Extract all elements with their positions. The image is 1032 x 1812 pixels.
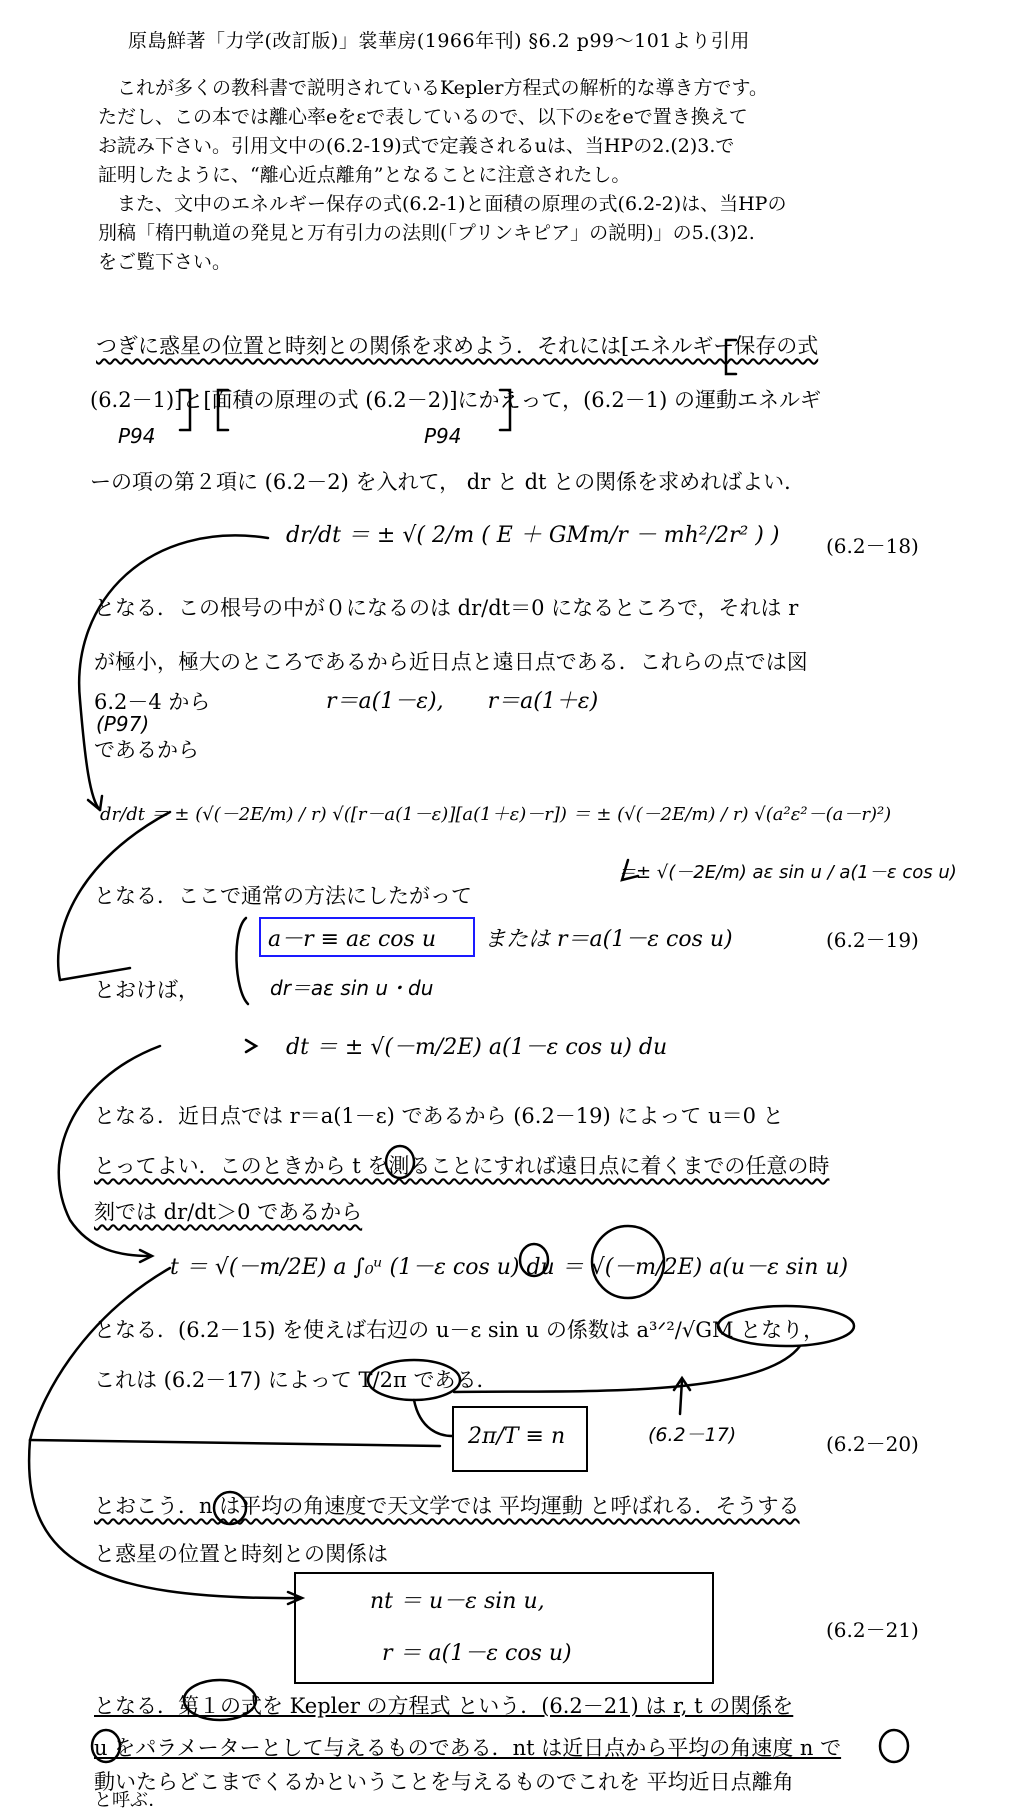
intro-line: これが多くの教科書で説明されているKepler方程式の解析的な導き方です。 <box>117 77 768 99</box>
scan-line: と呼ぶ． <box>94 1790 167 1811</box>
intro-line: 別稿「楕円軌道の発見と万有引力の法則(「プリンキピア」の説明)」の5.(3)2. <box>98 222 755 244</box>
curved-arrow <box>674 1378 690 1414</box>
intro-line: をご覧下さい。 <box>98 251 232 273</box>
equation-number: (6.2－20) <box>826 1432 919 1456</box>
equation-6-2-19-boxed: a－r ≡ aε cos u <box>268 927 436 952</box>
scan-line: 6.2－4 から <box>94 690 211 714</box>
handwritten-note: (6.2－17) <box>648 1424 737 1446</box>
circle-mark <box>880 1730 908 1762</box>
curved-arrow <box>59 1046 160 1256</box>
circle-mark <box>718 1306 854 1346</box>
scan-line: となる．ここで通常の方法にしたがって <box>94 884 472 908</box>
bracket-mark <box>236 918 248 1004</box>
equation-6-2-18: dr/dt ＝ ± √( 2/m ( E ＋ GMm/r － mh²/2r² ) ) <box>286 523 780 548</box>
equation-number: (6.2－18) <box>826 534 919 558</box>
source-caption: 原島鮮著「力学(改訂版)」裳華房(1966年刊) §6.2 p99～101より引用 <box>128 30 750 52</box>
intro-line: 証明したように、“離心近点離角”となることに注意されたし。 <box>98 164 631 186</box>
circle-mark <box>184 1680 256 1720</box>
equation-number: (6.2－19) <box>826 928 919 952</box>
handwritten-note: ＝± √(－2E/m) aε sin u / a(1－ε cos u) <box>618 862 957 883</box>
curved-arrow <box>30 1440 440 1446</box>
equation-number: (6.2－21) <box>826 1618 919 1642</box>
curved-arrow <box>414 1400 452 1436</box>
scan-line: (6.2－1)]と[面積の原理の式 (6.2－2)]にかえって，(6.2－1) の運動エネルギ <box>90 388 821 412</box>
handwritten-note: P94 <box>424 424 462 448</box>
scan-line: と惑星の位置と時刻との関係は <box>94 1542 388 1566</box>
scan-line: となる．近日点では r＝a(1－ε) であるから (6.2－19) によって u＝0 と <box>94 1104 784 1128</box>
scan-line: これは (6.2－17) によって T/2π である． <box>94 1368 498 1392</box>
equation-6-2-21-a: nt ＝ u－ε sin u, <box>370 1589 545 1614</box>
intro-line: お読み下さい。引用文中の(6.2-19)式で定義されるuは、当HPの2.(2)3.で <box>98 135 735 157</box>
arrow-mark <box>622 860 638 880</box>
circle-mark <box>92 1730 120 1762</box>
scan-line: であるから <box>94 738 199 762</box>
bracket-mark <box>218 390 228 430</box>
circle-mark <box>368 1360 460 1400</box>
equation-6-2-20: 2π/T ≡ n <box>468 1424 566 1449</box>
circle-mark <box>592 1226 664 1298</box>
curved-arrow <box>30 1268 170 1440</box>
scan-line: 刻では dr/dt＞0 であるから <box>94 1200 363 1224</box>
equation-dt: dt ＝ ± √(－m/2E) a(1－ε cos u) du <box>286 1035 668 1060</box>
handwritten-note: dr＝aε sin u・du <box>270 976 434 1000</box>
scan-line: が極小，極大のところであるから近日点と遠日点である．これらの点では図 <box>94 650 808 674</box>
circle-mark <box>214 1492 246 1524</box>
handwritten-note: P94 <box>118 424 156 448</box>
scan-line: となる．第１の式を Kepler の方程式 という．(6.2－21) は r, t の関係を <box>94 1694 794 1718</box>
scan-line: とおけば， <box>94 978 199 1002</box>
scan-line: 動いたらどこまでくるかということを与えるものでこれを 平均近日点離角 <box>94 1770 794 1794</box>
scan-line: u をパラメーターとして与えるものである．nt は近日点から平均の角速度 n で <box>94 1736 842 1760</box>
scan-line: とってよい．このときから t を測ることにすれば遠日点に着くまでの任意の時 <box>94 1154 830 1178</box>
circle-mark <box>386 1146 414 1178</box>
equation-t: t ＝ √(－m/2E) a ∫₀ᵘ (1－ε cos u) du ＝ √(－m/2E) a(u－ε sin u) <box>170 1255 849 1280</box>
equation-dr-dt: dr/dt ＝ ± (√(－2E/m) / r) √([r－a(1－ε)][a(1＋ε)－r]) ＝ ± (√(－2E/m) / r) √(a²ε²－(a－r)²) <box>100 804 892 825</box>
intro-line: また、文中のエネルギー保存の式(6.2-1)と面積の原理の式(6.2-2)は、当HPの <box>117 193 787 215</box>
scan-line: とおこう．n は平均の角速度で天文学では 平均運動 と呼ばれる．そうする <box>94 1494 800 1518</box>
equation-6-2-19: または r＝a(1－ε cos u) <box>484 927 733 952</box>
equation-6-2-21-b: r ＝ a(1－ε cos u) <box>382 1641 572 1666</box>
intro-line: ただし、この本では離心率eをεで表しているので、以下のεをeで置き換えて <box>98 106 748 128</box>
bracket-mark <box>726 340 736 374</box>
curved-arrow <box>29 1440 300 1598</box>
handwritten-note: (P97) <box>96 712 150 736</box>
equation-inline: r＝a(1－ε), r＝a(1＋ε) <box>326 689 599 714</box>
bracket-mark <box>180 390 190 430</box>
scan-line: となる．(6.2－15) を使えば右辺の u－ε sin u の係数は a³ᐟ²/√GM となり， <box>94 1318 825 1342</box>
scan-line: つぎに惑星の位置と時刻との関係を求めよう．それには[エネルギー保存の式 <box>96 334 819 358</box>
arrow-mark <box>246 1040 256 1052</box>
bracket-mark <box>500 390 510 430</box>
curved-arrow <box>79 535 268 810</box>
curved-arrow <box>454 1346 800 1392</box>
scan-line: となる．この根号の中が０になるのは dr/dt＝0 になるところで，それは r <box>94 596 799 620</box>
scan-line: ーの項の第２項に (6.2－2) を入れて， dr と dt との関係を求めればよい． <box>90 470 806 494</box>
circle-mark <box>520 1244 548 1276</box>
curved-arrow <box>60 968 130 980</box>
curved-arrow <box>58 812 170 980</box>
